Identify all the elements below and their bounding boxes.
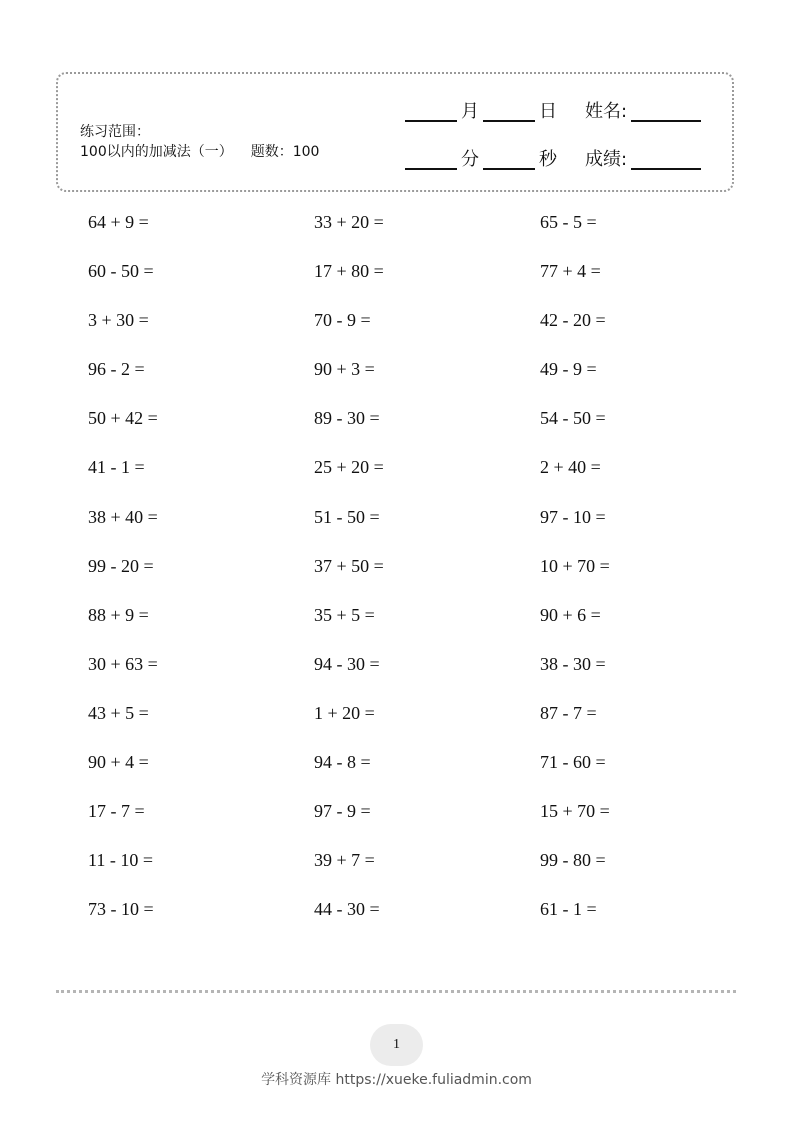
math-problem: 17 - 7 = [88, 801, 145, 822]
math-problem: 43 + 5 = [88, 702, 149, 723]
math-problem: 3 + 30 = [88, 310, 149, 331]
math-problem: 41 - 1 = [88, 457, 145, 478]
math-problem: 35 + 5 = [314, 604, 375, 625]
math-problem: 94 - 30 = [314, 653, 380, 674]
scope-line [80, 142, 319, 162]
math-problem: 42 - 20 = [540, 310, 606, 331]
math-problem: 38 + 40 = [88, 506, 158, 527]
math-problem: 77 + 4 = [540, 261, 601, 282]
math-problem: 38 - 30 = [540, 653, 606, 674]
math-problem: 51 - 50 = [314, 506, 380, 527]
score-label: 成绩: [585, 149, 628, 170]
name-label: 姓名: [585, 101, 628, 122]
math-problem: 97 - 10 = [540, 506, 606, 527]
day-label: 日 [539, 101, 557, 122]
math-problem: 99 - 80 = [540, 850, 606, 871]
math-problem: 17 + 80 = [314, 261, 384, 282]
minute-label: 分 [461, 149, 479, 170]
math-problem: 65 - 5 = [540, 212, 597, 232]
day-blank[interactable] [483, 100, 535, 122]
problem-grid [88, 198, 728, 934]
date-name-row [405, 98, 701, 126]
math-problem: 96 - 2 = [88, 359, 145, 380]
second-blank[interactable] [483, 148, 535, 170]
math-problem: 88 + 9 = [88, 604, 149, 625]
worksheet-header [56, 72, 734, 192]
math-problem: 44 - 30 = [314, 899, 380, 920]
math-problem: 15 + 70 = [540, 801, 610, 822]
scope-text: 100以内的加减法（一） [80, 144, 233, 160]
math-problem: 37 + 50 = [314, 555, 384, 576]
math-problem: 60 - 50 = [88, 261, 154, 282]
math-problem: 94 - 8 = [314, 752, 371, 773]
question-count: 题数：100 [250, 144, 320, 160]
source-watermark: 学科资源库 https://xueke.fuliadmin.com [261, 1072, 532, 1088]
scope-label: 练习范围： [80, 124, 150, 140]
math-problem: 30 + 63 = [88, 653, 158, 674]
math-problem: 50 + 42 = [88, 408, 158, 429]
math-problem: 89 - 30 = [314, 408, 380, 429]
math-problem: 33 + 20 = [314, 212, 384, 232]
math-problem: 90 + 3 = [314, 359, 375, 380]
math-problem: 10 + 70 = [540, 555, 610, 576]
second-label: 秒 [539, 149, 557, 170]
footer-divider [56, 990, 736, 993]
math-problem: 64 + 9 = [88, 212, 149, 232]
math-problem: 70 - 9 = [314, 310, 371, 331]
math-problem: 90 + 4 = [88, 752, 149, 773]
month-label: 月 [461, 101, 479, 122]
math-problem: 1 + 20 = [314, 702, 375, 723]
time-score-row [405, 146, 701, 174]
math-problem: 25 + 20 = [314, 457, 384, 478]
math-problem: 49 - 9 = [540, 359, 597, 380]
math-problem: 11 - 10 = [88, 850, 153, 871]
math-problem: 61 - 1 = [540, 899, 597, 920]
month-blank[interactable] [405, 100, 457, 122]
math-problem: 99 - 20 = [88, 555, 154, 576]
minute-blank[interactable] [405, 148, 457, 170]
score-blank[interactable] [631, 148, 701, 170]
math-problem: 54 - 50 = [540, 408, 606, 429]
math-problem: 39 + 7 = [314, 850, 375, 871]
math-problem: 97 - 9 = [314, 801, 371, 822]
math-problem: 2 + 40 = [540, 457, 601, 478]
math-problem: 90 + 6 = [540, 604, 601, 625]
math-problem: 87 - 7 = [540, 702, 597, 723]
math-problem: 73 - 10 = [88, 899, 154, 920]
name-blank[interactable] [631, 100, 701, 122]
math-problem: 71 - 60 = [540, 752, 606, 773]
page-number: 1 [370, 1024, 423, 1066]
practice-scope [80, 122, 319, 162]
